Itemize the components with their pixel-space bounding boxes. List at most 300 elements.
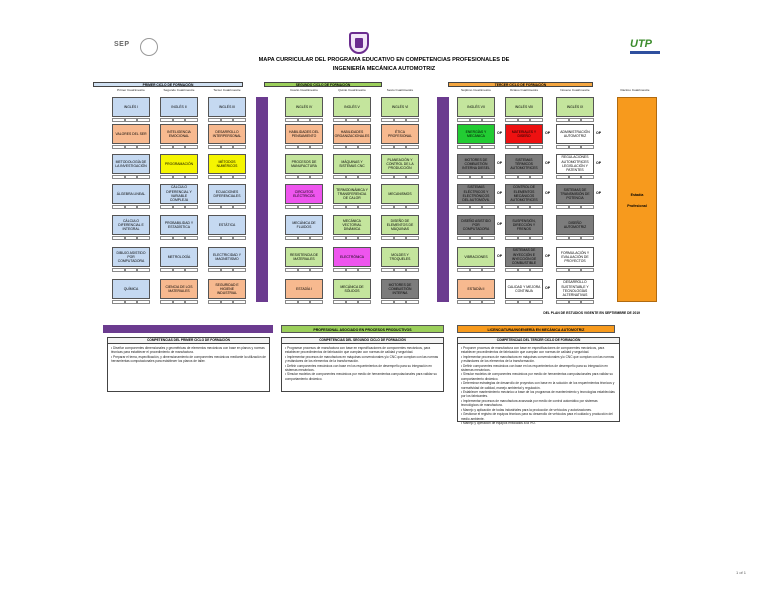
competency-item: • Establecer mantenimiento mecánico a base de los programas de mantenimiento y tecnologías establecidas por los fabricantes. xyxy=(461,390,615,399)
course-cell: MATERIALES Y DISEÑO xyxy=(505,124,543,144)
course-cell: INGLÉS I xyxy=(112,97,150,117)
hours-box xyxy=(173,268,186,272)
hours-box xyxy=(221,300,234,304)
hours-box xyxy=(112,145,125,149)
hours-box xyxy=(569,236,582,240)
course-cell: RESISTENCIA DE MATERIALES xyxy=(285,247,323,267)
cycle-header-2: SEGUNDO CICLO DE FORMACIÓN xyxy=(264,82,382,87)
quarter-header: Tercer Cuatrimestre xyxy=(213,88,241,92)
hours-box xyxy=(298,236,311,240)
optional-marker: OP xyxy=(497,191,503,195)
hours-box xyxy=(581,300,594,304)
competency-item: • Preparar el tema, especificación, y dimensionamiento de componentes mecánicos mediante la utilización de herramientas computacionales para establecer los planos de taller. xyxy=(111,354,266,364)
hours-box xyxy=(518,268,531,272)
course-cell: DISEÑO AUTOMOTRIZ xyxy=(556,215,594,235)
course-cell: FORMULACIÓN Y EVALUACIÓN DE PROYECTOS xyxy=(556,247,594,267)
course-cell: TERMODINÁMICA Y TRANSFERENCIA DE CALOR xyxy=(333,184,371,204)
utp-logo xyxy=(630,38,660,58)
competencies-body xyxy=(282,344,443,383)
hours-box xyxy=(185,175,198,179)
hours-box xyxy=(470,118,483,122)
hours-box xyxy=(125,300,138,304)
hours-box xyxy=(185,236,198,240)
hours-box xyxy=(530,118,543,122)
course-cell: VALORES DEL SER xyxy=(112,124,150,144)
hours-box xyxy=(381,175,394,179)
course-cell: CALIDAD Y MEJORA CONTINUA xyxy=(505,279,543,299)
course-hours xyxy=(208,118,246,122)
course-hours xyxy=(160,236,198,240)
course-hours xyxy=(285,236,323,240)
course-cell: MÉTODOS NUMÉRICOS xyxy=(208,154,246,174)
course-cell: ESTÁTICA xyxy=(208,215,246,235)
hours-box xyxy=(518,175,531,179)
hours-box xyxy=(394,118,407,122)
course-cell: CÁLCULO DIFERENCIAL E INTEGRAL xyxy=(112,215,150,235)
optional-marker: OP xyxy=(497,161,503,165)
hours-box xyxy=(569,118,582,122)
course-cell: INGLÉS IX xyxy=(556,97,594,117)
course-hours xyxy=(457,268,495,272)
hours-box xyxy=(346,205,359,209)
competencies-box xyxy=(281,337,444,392)
hours-box xyxy=(160,118,173,122)
hours-box xyxy=(125,268,138,272)
hours-box xyxy=(298,118,311,122)
quarter-header: Primer Cuatrimestre xyxy=(117,88,145,92)
quarter-header: Quinto Cuatrimestre xyxy=(338,88,366,92)
hours-box xyxy=(394,268,407,272)
course-hours xyxy=(381,268,419,272)
course-hours xyxy=(160,145,198,149)
hours-box xyxy=(310,118,323,122)
hours-box xyxy=(482,175,495,179)
course-hours xyxy=(112,118,150,122)
hours-box xyxy=(137,236,150,240)
hours-box xyxy=(112,268,125,272)
hours-box xyxy=(569,175,582,179)
hours-box xyxy=(581,205,594,209)
course-cell: MOTORES DE COMBUSTIÓN INTERNA xyxy=(381,279,419,299)
hours-box xyxy=(505,205,518,209)
course-hours xyxy=(457,205,495,209)
hours-box xyxy=(346,175,359,179)
course-hours xyxy=(112,300,150,304)
hours-box xyxy=(394,175,407,179)
hours-box xyxy=(569,205,582,209)
course-cell: INGLÉS II xyxy=(160,97,198,117)
hours-box xyxy=(358,236,371,240)
course-cell: INGLÉS VII xyxy=(457,97,495,117)
course-cell: ÉTICA PROFESIONAL xyxy=(381,124,419,144)
hours-box xyxy=(208,145,221,149)
hours-box xyxy=(137,268,150,272)
hours-box xyxy=(333,145,346,149)
plan-note: DEL PLAN DE ESTUDIOS VIGENTE EN SEPTIEMBRE DE 2019 xyxy=(543,311,640,315)
hours-box xyxy=(394,300,407,304)
optional-marker: OP xyxy=(497,254,503,258)
hours-box xyxy=(505,300,518,304)
hours-box xyxy=(556,145,569,149)
course-hours xyxy=(160,118,198,122)
section-bar: PROFESIONAL ASOCIADO EN PROCESOS PRODUCTIVOS xyxy=(281,325,444,333)
cycle-header-1: PRIMER CICLO DE FORMACIÓN xyxy=(93,82,243,87)
hours-box xyxy=(406,118,419,122)
course-cell: ELECTRICIDAD Y MAGNETISMO xyxy=(208,247,246,267)
hours-box xyxy=(233,175,246,179)
course-hours xyxy=(208,145,246,149)
course-hours xyxy=(333,236,371,240)
hours-box xyxy=(208,236,221,240)
course-hours xyxy=(505,236,543,240)
hours-box xyxy=(173,145,186,149)
hours-box xyxy=(160,175,173,179)
course-hours xyxy=(160,175,198,179)
course-hours xyxy=(112,236,150,240)
course-hours xyxy=(505,268,543,272)
course-cell: QUÍMICA xyxy=(112,279,150,299)
hours-box xyxy=(233,118,246,122)
hours-box xyxy=(381,145,394,149)
hours-box xyxy=(125,175,138,179)
course-cell: METODOLOGÍA DE LA INVESTIGACIÓN xyxy=(112,154,150,174)
hours-box xyxy=(482,205,495,209)
hours-box xyxy=(310,205,323,209)
hours-box xyxy=(333,268,346,272)
hours-box xyxy=(394,236,407,240)
hours-box xyxy=(406,300,419,304)
hours-box xyxy=(233,205,246,209)
hours-box xyxy=(333,175,346,179)
hours-box xyxy=(470,145,483,149)
quarter-header: Séptimo Cuatrimestre xyxy=(461,88,491,92)
hours-box xyxy=(518,118,531,122)
course-hours xyxy=(160,300,198,304)
hours-box xyxy=(569,300,582,304)
course-hours xyxy=(160,205,198,209)
hours-box xyxy=(310,300,323,304)
optional-marker: OP xyxy=(545,254,551,258)
hours-box xyxy=(298,300,311,304)
hours-box xyxy=(581,175,594,179)
quarter-header: Décimo Cuatrimestre xyxy=(620,88,650,92)
course-cell: MECÁNICA DE FLUIDOS xyxy=(285,215,323,235)
course-hours xyxy=(112,205,150,209)
hours-box xyxy=(556,300,569,304)
hours-box xyxy=(482,300,495,304)
hours-box xyxy=(285,268,298,272)
hours-box xyxy=(581,145,594,149)
hours-box xyxy=(185,205,198,209)
hours-box xyxy=(470,175,483,179)
hours-box xyxy=(285,205,298,209)
course-hours xyxy=(285,145,323,149)
cycle-separator-bar xyxy=(437,97,449,302)
course-cell: DISEÑO ASISTIDO POR COMPUTADORA xyxy=(457,215,495,235)
competencies-heading: COMPETENCIAS DEL SEGUNDO CICLO DE FORMACIÓN xyxy=(282,338,443,344)
optional-marker: OP xyxy=(545,131,551,135)
hours-box xyxy=(137,175,150,179)
hours-box xyxy=(381,118,394,122)
hours-box xyxy=(394,205,407,209)
hours-box xyxy=(185,118,198,122)
course-hours xyxy=(208,300,246,304)
hours-box xyxy=(470,300,483,304)
hours-box xyxy=(518,205,531,209)
quarter-header: Segundo Cuatrimestre xyxy=(163,88,195,92)
hours-box xyxy=(556,205,569,209)
competency-item: • Determinar estrategias de desarrollo de proyectos con base en la solución de los requerimientos técnicos y normatividad de calidad, manejo ambiental y regulación. xyxy=(461,381,615,390)
course-hours xyxy=(505,205,543,209)
course-hours xyxy=(457,300,495,304)
course-hours xyxy=(112,268,150,272)
course-hours xyxy=(381,118,419,122)
course-cell: HABILIDADES DEL PENSAMIENTO xyxy=(285,124,323,144)
hours-box xyxy=(381,205,394,209)
course-cell: VIBRACIONES xyxy=(457,247,495,267)
hours-box xyxy=(457,145,470,149)
course-cell: ENERGÍAS Y MECÁNICA xyxy=(457,124,495,144)
hours-box xyxy=(346,268,359,272)
course-cell: ELECTRÓNICA xyxy=(333,247,371,267)
hours-box xyxy=(381,268,394,272)
course-cell: PROGRAMACIÓN xyxy=(160,154,198,174)
course-hours xyxy=(381,175,419,179)
course-cell: METROLOGÍA xyxy=(160,247,198,267)
course-hours xyxy=(381,205,419,209)
hours-box xyxy=(298,205,311,209)
competency-item: • Simular modelos de componentes mecánicos por medio de herramientas computacionales para validar su comportamiento dinámico. xyxy=(285,372,437,381)
hours-box xyxy=(125,236,138,240)
optional-marker: OP xyxy=(497,222,503,226)
quarter-header: Sexto Cuatrimestre xyxy=(386,88,414,92)
hours-box xyxy=(581,236,594,240)
hours-box xyxy=(358,175,371,179)
utp-logo-bar xyxy=(630,51,660,54)
hours-box xyxy=(569,145,582,149)
course-hours xyxy=(333,118,371,122)
hours-box xyxy=(125,118,138,122)
hours-box xyxy=(358,205,371,209)
competencies-heading: COMPETENCIAS DEL TERCER CICLO DE FORMACIÓN xyxy=(458,338,619,344)
course-hours xyxy=(556,268,594,272)
course-cell: ESTADÍA II xyxy=(457,279,495,299)
hours-box xyxy=(173,175,186,179)
hours-box xyxy=(556,175,569,179)
section-bar: LICENCIATURA/INGENIERÍA EN MECÁNICA AUTOMOTRIZ xyxy=(457,325,615,333)
course-hours xyxy=(381,145,419,149)
quarter-header: Noveno Cuatrimestre xyxy=(560,88,590,92)
course-cell: INGLÉS VIII xyxy=(505,97,543,117)
competency-item: • Implementar procesos de manufactura en máquinas convencionales y/o CNC que cumplan con las normas y estándares de los elementos de la transformación. xyxy=(461,354,615,364)
course-cell: PROBABILIDAD Y ESTADÍSTICA xyxy=(160,215,198,235)
competency-item: • Programar procesos de manufactura con base en especificaciones de componentes mecánicos, para establecer procedimientos de fabricación que cumplan con normas de calidad y seguridad. xyxy=(285,346,431,355)
hours-box xyxy=(530,145,543,149)
hours-box xyxy=(221,236,234,240)
hours-box xyxy=(406,175,419,179)
hours-box xyxy=(125,145,138,149)
cycle-separator-bar xyxy=(256,97,268,302)
course-cell: INGLÉS VI xyxy=(381,97,419,117)
hours-box xyxy=(208,175,221,179)
hours-box xyxy=(137,145,150,149)
course-cell: SEGURIDAD E HIGIENE INDUSTRIAL xyxy=(208,279,246,299)
hours-box xyxy=(298,268,311,272)
hours-box xyxy=(137,300,150,304)
course-hours xyxy=(333,175,371,179)
hours-box xyxy=(208,205,221,209)
optional-marker: OP xyxy=(545,286,551,290)
course-hours xyxy=(556,300,594,304)
hours-box xyxy=(310,145,323,149)
hours-box xyxy=(298,175,311,179)
hours-box xyxy=(221,268,234,272)
hours-box xyxy=(310,175,323,179)
hours-box xyxy=(482,236,495,240)
competencies-heading: COMPETENCIAS DEL PRIMER CICLO DE FORMACIÓN xyxy=(108,338,269,344)
hours-box xyxy=(530,175,543,179)
hours-box xyxy=(470,236,483,240)
hours-box xyxy=(310,236,323,240)
optional-marker: OP xyxy=(596,131,602,135)
hours-box xyxy=(285,145,298,149)
course-cell: SISTEMAS DE TRANSMISIÓN DE POTENCIA xyxy=(556,184,594,204)
cycle-header-3: TERCER CICLO DE FORMACIÓN xyxy=(448,82,593,87)
hours-box xyxy=(381,236,394,240)
hours-box xyxy=(518,300,531,304)
hours-box xyxy=(505,236,518,240)
title-line-2: INGENIERÍA MECÁNICA AUTOMOTRIZ xyxy=(332,66,436,72)
hours-box xyxy=(457,118,470,122)
course-cell: MECÁNICA VECTORIAL DINÁMICA xyxy=(333,215,371,235)
competency-item: • Manejo y aplicación de todas industriales para la producción de vehículos y autorizaciones. xyxy=(461,407,592,412)
course-hours xyxy=(208,205,246,209)
title-line-1: MAPA CURRICULAR DEL PROGRAMA EDUCATIVO EN COMPETENCIAS PROFESIONALES DE xyxy=(258,57,510,63)
course-hours xyxy=(285,205,323,209)
course-cell: MOLDES Y TROQUELES xyxy=(381,247,419,267)
quarter-header: Cuarto Cuatrimestre xyxy=(290,88,318,92)
hours-box xyxy=(233,268,246,272)
hours-box xyxy=(358,300,371,304)
estadia-label: Estadía xyxy=(630,193,644,197)
hours-box xyxy=(406,236,419,240)
course-hours xyxy=(208,268,246,272)
hours-box xyxy=(173,205,186,209)
course-cell: DIBUJO ASISTIDO POR COMPUTADORA xyxy=(112,247,150,267)
competency-item: • Implementar procesos de manufactura avanzada por medio de control automático por sistemas tecnológicos de manufactura. xyxy=(461,398,598,408)
competency-item: • Definir componentes mecánicos con base en los requerimientos de desempeño para su integración en sistemas mecánicos. xyxy=(285,363,432,373)
hours-box xyxy=(333,118,346,122)
hours-box xyxy=(160,268,173,272)
course-cell: MÁQUINAS Y SISTEMAS CNC xyxy=(333,154,371,174)
competency-item: • Definir componentes mecánicos con base en los requerimientos de desempeño para su integración en sistemas mecánicos. xyxy=(461,363,608,373)
optional-marker: OP xyxy=(596,161,602,165)
hours-box xyxy=(160,300,173,304)
course-cell: CIRCUITOS ELÉCTRICOS xyxy=(285,184,323,204)
sep-logo xyxy=(114,38,164,56)
hours-box xyxy=(208,118,221,122)
competency-item: • Manejo y operación de equipos enfocados a la I+D. xyxy=(461,420,536,425)
course-cell: MOTORES DE COMBUSTIÓN INTERNA DIESEL xyxy=(457,154,495,174)
estadia-sublabel: Profesional xyxy=(627,204,647,208)
hours-box xyxy=(221,175,234,179)
course-hours xyxy=(208,236,246,240)
hours-box xyxy=(457,268,470,272)
hours-box xyxy=(185,268,198,272)
course-cell: ECUACIONES DIFERENCIALES xyxy=(208,184,246,204)
course-cell: ADMINISTRACIÓN AUTOMOTRIZ xyxy=(556,124,594,144)
competency-item: • Implementar procesos de manufactura en máquinas convencionales y/o CNC que cumplan con las normas y estándares de los elementos de la transformación. xyxy=(285,354,439,364)
hours-box xyxy=(569,268,582,272)
course-cell: MECÁNICA DE SÓLIDOS xyxy=(333,279,371,299)
course-cell: DESARROLLO INTERPERSONAL xyxy=(208,124,246,144)
hours-box xyxy=(221,205,234,209)
course-cell: SISTEMAS TÉRMICOS AUTOMOTRICES xyxy=(505,154,543,174)
hours-box xyxy=(285,118,298,122)
competencies-body xyxy=(458,344,619,427)
hours-box xyxy=(208,300,221,304)
course-hours xyxy=(333,300,371,304)
university-shield-icon xyxy=(349,32,369,54)
estadia-bar xyxy=(617,97,657,302)
course-hours xyxy=(381,300,419,304)
hours-box xyxy=(346,118,359,122)
course-hours xyxy=(457,175,495,179)
hours-box xyxy=(518,236,531,240)
hours-box xyxy=(518,145,531,149)
competency-item: • Gestionar el registro de equipos técnicos para su desarrollo de vehículos para el cuidado y producción del medio ambiente. xyxy=(461,412,613,421)
optional-marker: OP xyxy=(545,161,551,165)
hours-box xyxy=(505,175,518,179)
hours-box xyxy=(137,205,150,209)
course-hours xyxy=(333,205,371,209)
hours-box xyxy=(221,145,234,149)
hours-box xyxy=(285,236,298,240)
hours-box xyxy=(333,236,346,240)
hours-box xyxy=(285,175,298,179)
hours-box xyxy=(346,300,359,304)
course-hours xyxy=(333,268,371,272)
hours-box xyxy=(173,300,186,304)
course-cell: DESARROLLO SUSTENTABLE Y TECNOLOGÍAS ALTERNATIVAS xyxy=(556,279,594,299)
course-hours xyxy=(505,145,543,149)
course-hours xyxy=(556,175,594,179)
hours-box xyxy=(406,145,419,149)
course-hours xyxy=(285,118,323,122)
hours-box xyxy=(358,118,371,122)
hours-box xyxy=(482,145,495,149)
course-cell: DISEÑO DE ELEMENTOS DE MÁQUINAS xyxy=(381,215,419,235)
course-cell: PLANEACIÓN Y CONTROL DE LA PRODUCCIÓN xyxy=(381,154,419,174)
course-cell: INGLÉS IV xyxy=(285,97,323,117)
hours-box xyxy=(457,175,470,179)
hours-box xyxy=(358,268,371,272)
competencies-body xyxy=(108,344,269,366)
hours-box xyxy=(137,118,150,122)
hours-box xyxy=(581,118,594,122)
course-hours xyxy=(505,175,543,179)
hours-box xyxy=(233,236,246,240)
hours-box xyxy=(346,145,359,149)
hours-box xyxy=(125,205,138,209)
page-number: 1 of 1 xyxy=(736,570,747,575)
hours-box xyxy=(112,175,125,179)
competency-item: • Proponer procesos de manufactura con base en especificaciones de componentes mecánicos, para establecer procedimientos de fabricación que cumplan con normas de calidad y seguridad. xyxy=(461,346,605,355)
optional-marker: OP xyxy=(497,131,503,135)
hours-box xyxy=(406,205,419,209)
competencies-box xyxy=(457,337,620,425)
hours-box xyxy=(221,118,234,122)
